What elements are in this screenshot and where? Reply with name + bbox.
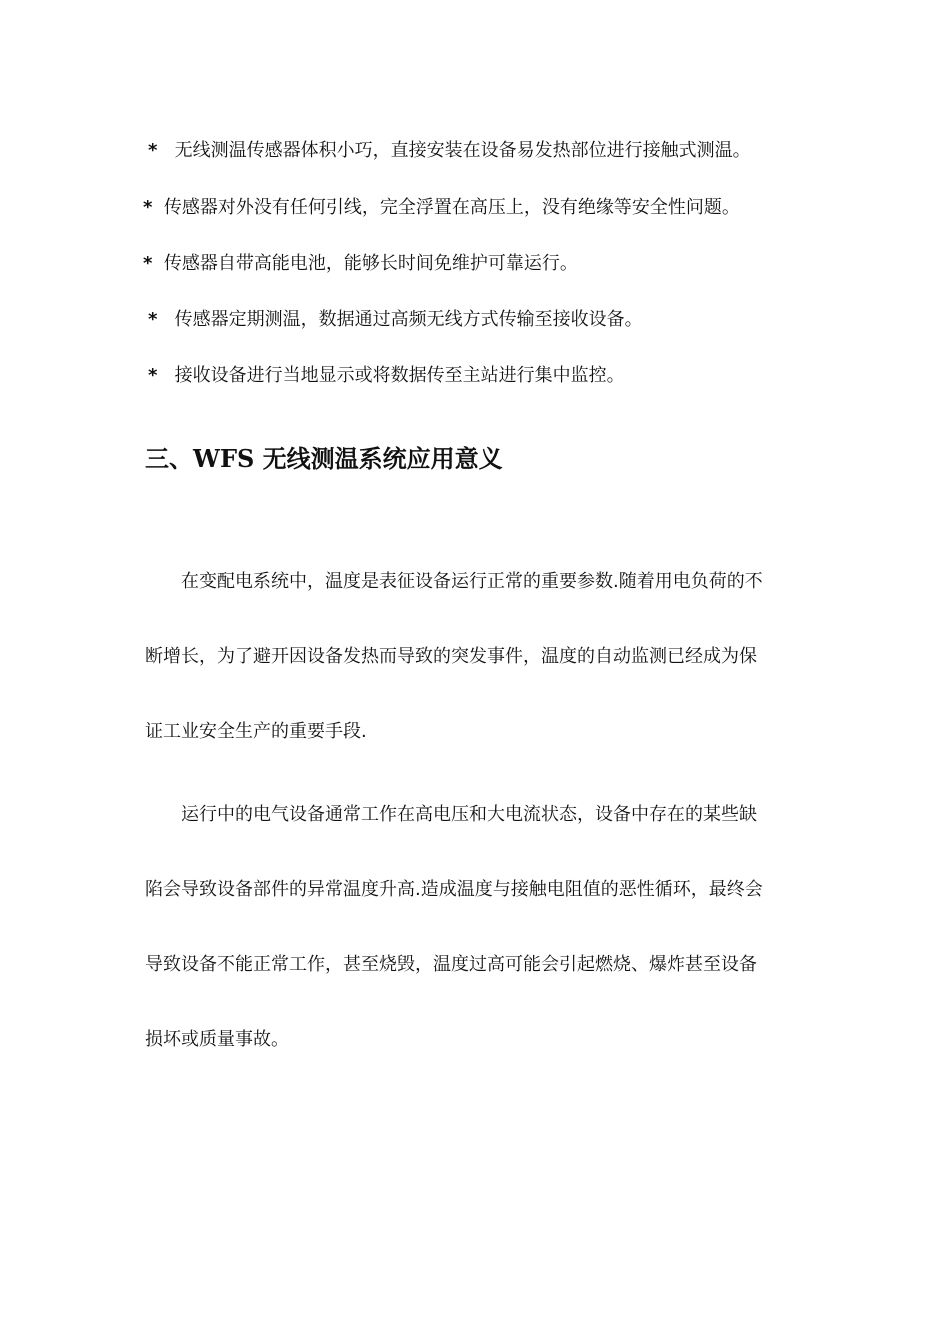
paragraph-line: 证工业安全生产的重要手段. bbox=[145, 721, 367, 742]
paragraph-line: 运行中的电气设备通常工作在高电压和大电流状态，设备中存在的某些缺 bbox=[181, 804, 757, 825]
bullet-star: * bbox=[148, 140, 158, 161]
bullet-star: * bbox=[143, 197, 153, 218]
paragraph-line: 在变配电系统中，温度是表征设备运行正常的重要参数.随着用电负荷的不 bbox=[181, 571, 763, 592]
bullet-star: * bbox=[148, 365, 158, 386]
bullet-star: * bbox=[148, 309, 158, 330]
bullet-star: * bbox=[143, 253, 153, 274]
bullet-item bbox=[148, 139, 751, 163]
paragraph-line: 断增长，为了避开因设备发热而导致的突发事件，温度的自动监测已经成为保 bbox=[145, 646, 757, 667]
section-heading: 三、WFS 无线测温系统应用意义 bbox=[145, 444, 503, 473]
bullet-text: 传感器定期测温，数据通过高频无线方式传输至接收设备。 bbox=[174, 309, 643, 330]
bullet-item bbox=[143, 196, 740, 220]
bullet-text: 传感器对外没有任何引线，完全浮置在高压上，没有绝缘等安全性问题。 bbox=[163, 197, 740, 218]
bullet-text: 传感器自带高能电池，能够长时间免维护可靠运行。 bbox=[163, 253, 578, 274]
bullet-item bbox=[148, 308, 643, 332]
paragraph-line: 损坏或质量事故。 bbox=[145, 1029, 289, 1050]
paragraph-line: 陷会导致设备部件的异常温度升高.造成温度与接触电阻值的恶性循环，最终会 bbox=[145, 879, 763, 900]
paragraph-line: 导致设备不能正常工作，甚至烧毁，温度过高可能会引起燃烧、爆炸甚至设备 bbox=[145, 954, 757, 975]
bullet-item bbox=[143, 252, 578, 276]
bullet-text: 无线测温传感器体积小巧，直接安装在设备易发热部位进行接触式测温。 bbox=[174, 140, 751, 161]
bullet-item bbox=[148, 364, 625, 388]
bullet-text: 接收设备进行当地显示或将数据传至主站进行集中监控。 bbox=[174, 365, 625, 386]
